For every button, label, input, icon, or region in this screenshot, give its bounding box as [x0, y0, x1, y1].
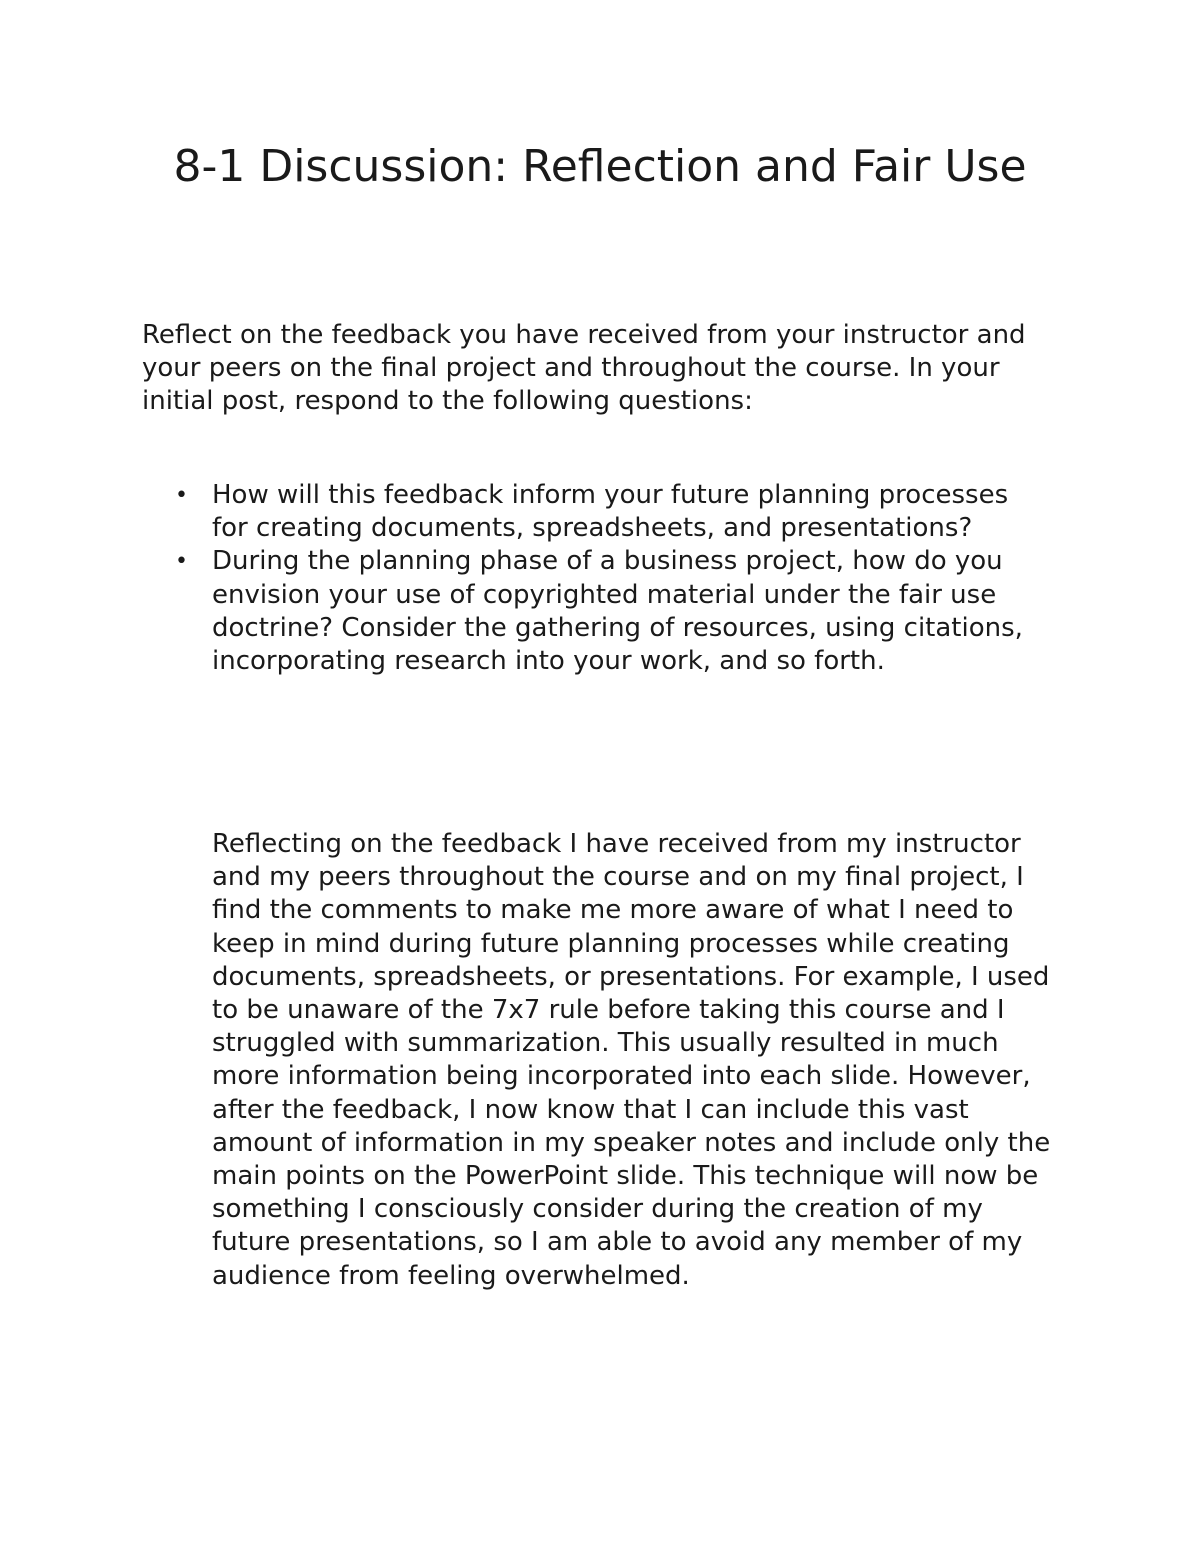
question-list — [175, 479, 1052, 678]
question-text: How will this feedback inform your future planning processes for creating documents, spreadsheets, and presentations? — [212, 480, 1009, 544]
list-item — [175, 545, 1052, 678]
bullet-icon: • — [175, 549, 188, 575]
list-item — [175, 479, 1052, 545]
bullet-icon: • — [175, 483, 188, 508]
page-title: 8-1 Discussion: Reflection and Fair Use — [173, 141, 1027, 192]
prompt-intro: Reflect on the feedback you have received from your instructor and your peers on the final project and throughout the course. In your initial post, respond to the following questions: — [142, 320, 1026, 417]
question-text: During the planning phase of a business project, how do you envision your use of copyrighted material under the fair use doctrine? Consider the gathering of resources, using citations, incorporating research into your work, and so forth. — [212, 546, 1023, 677]
response-paragraph: Reflecting on the feedback I have received from my instructor and my peers throughout the course and on my final project, I find the comments to make me more aware of what I need to keep in mind during future planning processes while creating documents, spreadsheets, or presentations. For example, I used to be unaware of the 7x7 rule before taking this course and I struggled with summarization. This usually resulted in much more information being incorporated into each slide. However, after the feedback, I now know that I can include this vast amount of information in my speaker notes and include only the main points on the PowerPoint slide. This technique will now be something I consciously consider during the creation of my future presentations, so I am able to avoid any member of my audience from feeling overwhelmed. — [212, 829, 1051, 1291]
